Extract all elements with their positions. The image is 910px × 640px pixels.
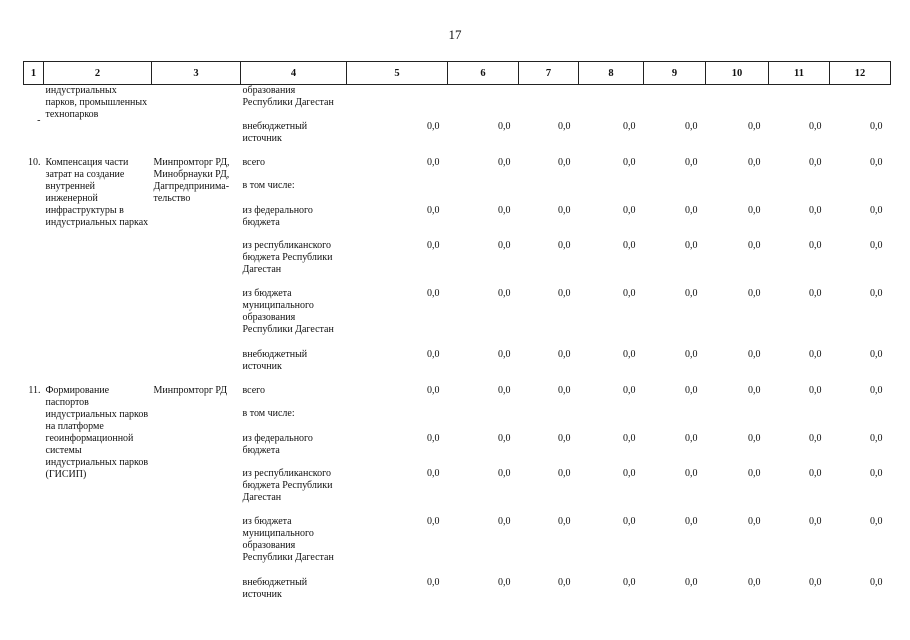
value-cell: 0,0 — [558, 515, 571, 527]
empty-cell — [706, 180, 769, 205]
value-cell: 0,0 — [558, 287, 571, 299]
value-cell: 0,0 — [427, 120, 440, 132]
value-cell: 0,0 — [685, 467, 698, 479]
funding-source: образования Республики Дагестан — [242, 85, 334, 108]
funding-source: из федерального бюджета — [242, 204, 313, 228]
empty-cell — [347, 85, 448, 121]
value-cell: 0,0 — [623, 156, 636, 168]
funding-source: внебюджетный источник — [242, 348, 308, 372]
value-cell: 0,0 — [685, 287, 698, 299]
value-cell: 0,0 — [809, 515, 822, 527]
value-cell: 0,0 — [870, 348, 883, 360]
empty-cell — [830, 180, 891, 205]
value-cell: 0,0 — [748, 120, 761, 132]
value-cell: 0,0 — [498, 204, 511, 216]
value-cell: 0,0 — [685, 515, 698, 527]
empty-cell — [769, 85, 830, 121]
value-cell: 0,0 — [809, 120, 822, 132]
executor-cell: Минпромторг РД, Минобрнауки РД, Дагпредпринима-тельство — [153, 156, 230, 204]
value-cell: 0,0 — [685, 120, 698, 132]
value-cell: 0,0 — [623, 287, 636, 299]
value-cell: 0,0 — [870, 287, 883, 299]
value-cell: 0,0 — [623, 239, 636, 251]
measure-name: Формирование паспортов индустриальных парков на платформе геоинформационной системы индустриальных парков (ГИСИП) — [45, 384, 149, 480]
column-header-6: 6 — [448, 62, 519, 85]
table-row — [24, 385, 891, 408]
value-cell: 0,0 — [498, 384, 511, 396]
value-cell: 0,0 — [558, 467, 571, 479]
funding-source: внебюджетный источник — [242, 576, 308, 600]
funding-source: всего — [242, 156, 266, 168]
value-cell: 0,0 — [685, 384, 698, 396]
value-cell: 0,0 — [870, 204, 883, 216]
value-cell: 0,0 — [623, 120, 636, 132]
value-cell: 0,0 — [748, 576, 761, 588]
value-cell: 0,0 — [870, 576, 883, 588]
empty-cell — [644, 408, 706, 433]
value-cell: 0,0 — [498, 287, 511, 299]
value-cell: 0,0 — [809, 384, 822, 396]
value-cell: 0,0 — [558, 204, 571, 216]
empty-cell — [519, 408, 579, 433]
column-header-12: 12 — [830, 62, 891, 85]
table-row — [24, 85, 891, 121]
value-cell: 0,0 — [427, 576, 440, 588]
empty-cell — [579, 408, 644, 433]
continuation-marker: - — [37, 114, 41, 126]
value-cell: 0,0 — [809, 467, 822, 479]
value-cell: 0,0 — [558, 384, 571, 396]
value-cell: 0,0 — [498, 156, 511, 168]
empty-cell — [706, 408, 769, 433]
empty-cell — [830, 85, 891, 121]
empty-cell — [448, 85, 519, 121]
value-cell: 0,0 — [748, 384, 761, 396]
value-cell: 0,0 — [498, 120, 511, 132]
empty-cell — [347, 408, 448, 433]
value-cell: 0,0 — [870, 120, 883, 132]
value-cell: 0,0 — [623, 467, 636, 479]
value-cell: 0,0 — [427, 515, 440, 527]
value-cell: 0,0 — [498, 432, 511, 444]
value-cell: 0,0 — [870, 432, 883, 444]
funding-source: всего — [242, 384, 266, 396]
value-cell: 0,0 — [870, 384, 883, 396]
column-header-9: 9 — [644, 62, 706, 85]
value-cell: 0,0 — [748, 156, 761, 168]
value-cell: 0,0 — [809, 287, 822, 299]
value-cell: 0,0 — [498, 348, 511, 360]
value-cell: 0,0 — [870, 515, 883, 527]
funding-source: из бюджета муниципального образования Республики Дагестан — [242, 515, 334, 563]
value-cell: 0,0 — [685, 239, 698, 251]
funding-source: из федерального бюджета — [242, 432, 313, 456]
value-cell: 0,0 — [870, 156, 883, 168]
empty-cell — [347, 180, 448, 205]
value-cell: 0,0 — [809, 239, 822, 251]
empty-cell — [448, 408, 519, 433]
value-cell: 0,0 — [623, 576, 636, 588]
column-header-4: 4 — [241, 62, 347, 85]
value-cell: 0,0 — [748, 348, 761, 360]
funding-source: из бюджета муниципального образования Республики Дагестан — [242, 287, 334, 335]
measure-name: индустриальных парков, промышленных технопарков — [45, 85, 148, 120]
column-header-10: 10 — [706, 62, 769, 85]
value-cell: 0,0 — [685, 204, 698, 216]
funding-source: из республиканского бюджета Республики Дагестан — [242, 239, 333, 275]
value-cell: 0,0 — [748, 287, 761, 299]
value-cell: 0,0 — [870, 239, 883, 251]
page-number: 17 — [448, 27, 462, 42]
value-cell: 0,0 — [498, 515, 511, 527]
value-cell: 0,0 — [809, 204, 822, 216]
value-cell: 0,0 — [427, 156, 440, 168]
value-cell: 0,0 — [558, 348, 571, 360]
empty-cell — [448, 180, 519, 205]
empty-cell — [769, 408, 830, 433]
value-cell: 0,0 — [809, 348, 822, 360]
value-cell: 0,0 — [427, 467, 440, 479]
item-number: 11. — [28, 384, 41, 396]
value-cell: 0,0 — [558, 120, 571, 132]
value-cell: 0,0 — [427, 384, 440, 396]
value-cell: 0,0 — [427, 432, 440, 444]
value-cell: 0,0 — [870, 467, 883, 479]
value-cell: 0,0 — [623, 515, 636, 527]
empty-cell — [830, 408, 891, 433]
empty-cell — [519, 85, 579, 121]
value-cell: 0,0 — [427, 204, 440, 216]
funding-source: из республиканского бюджета Республики Дагестан — [242, 467, 333, 503]
value-cell: 0,0 — [685, 576, 698, 588]
value-cell: 0,0 — [558, 576, 571, 588]
column-header-2: 2 — [44, 62, 152, 85]
value-cell: 0,0 — [623, 432, 636, 444]
empty-cell — [519, 180, 579, 205]
budget-table — [23, 61, 891, 613]
value-cell: 0,0 — [427, 239, 440, 251]
value-cell: 0,0 — [685, 348, 698, 360]
value-cell: 0,0 — [809, 432, 822, 444]
value-cell: 0,0 — [498, 467, 511, 479]
column-header-7: 7 — [519, 62, 579, 85]
value-cell: 0,0 — [623, 204, 636, 216]
empty-cell — [579, 85, 644, 121]
value-cell: 0,0 — [748, 204, 761, 216]
measure-name: Компенсация части затрат на создание внутренней инженерной инфраструктуры в индустриальных парках — [45, 156, 149, 228]
column-header-5: 5 — [347, 62, 448, 85]
value-cell: 0,0 — [498, 576, 511, 588]
table-row — [24, 157, 891, 180]
funding-source: в том числе: — [242, 179, 295, 191]
executor-cell — [152, 85, 241, 157]
value-cell: 0,0 — [427, 348, 440, 360]
value-cell: 0,0 — [685, 156, 698, 168]
value-cell: 0,0 — [685, 432, 698, 444]
value-cell: 0,0 — [809, 576, 822, 588]
column-header-1: 1 — [24, 62, 44, 85]
value-cell: 0,0 — [748, 432, 761, 444]
column-number-row — [24, 62, 891, 85]
funding-source: в том числе: — [242, 407, 295, 419]
value-cell: 0,0 — [558, 156, 571, 168]
empty-cell — [644, 85, 706, 121]
value-cell: 0,0 — [623, 384, 636, 396]
executor-cell: Минпромторг РД — [153, 384, 228, 396]
value-cell: 0,0 — [748, 515, 761, 527]
value-cell: 0,0 — [427, 287, 440, 299]
column-header-8: 8 — [579, 62, 644, 85]
value-cell: 0,0 — [558, 239, 571, 251]
item-number: 10. — [28, 156, 41, 168]
empty-cell — [644, 180, 706, 205]
value-cell: 0,0 — [748, 467, 761, 479]
column-header-3: 3 — [152, 62, 241, 85]
empty-cell — [579, 180, 644, 205]
value-cell: 0,0 — [623, 348, 636, 360]
column-header-11: 11 — [769, 62, 830, 85]
empty-cell — [769, 180, 830, 205]
funding-source: внебюджетный источник — [242, 120, 308, 144]
empty-cell — [706, 85, 769, 121]
value-cell: 0,0 — [558, 432, 571, 444]
value-cell: 0,0 — [809, 156, 822, 168]
value-cell: 0,0 — [748, 239, 761, 251]
value-cell: 0,0 — [498, 239, 511, 251]
